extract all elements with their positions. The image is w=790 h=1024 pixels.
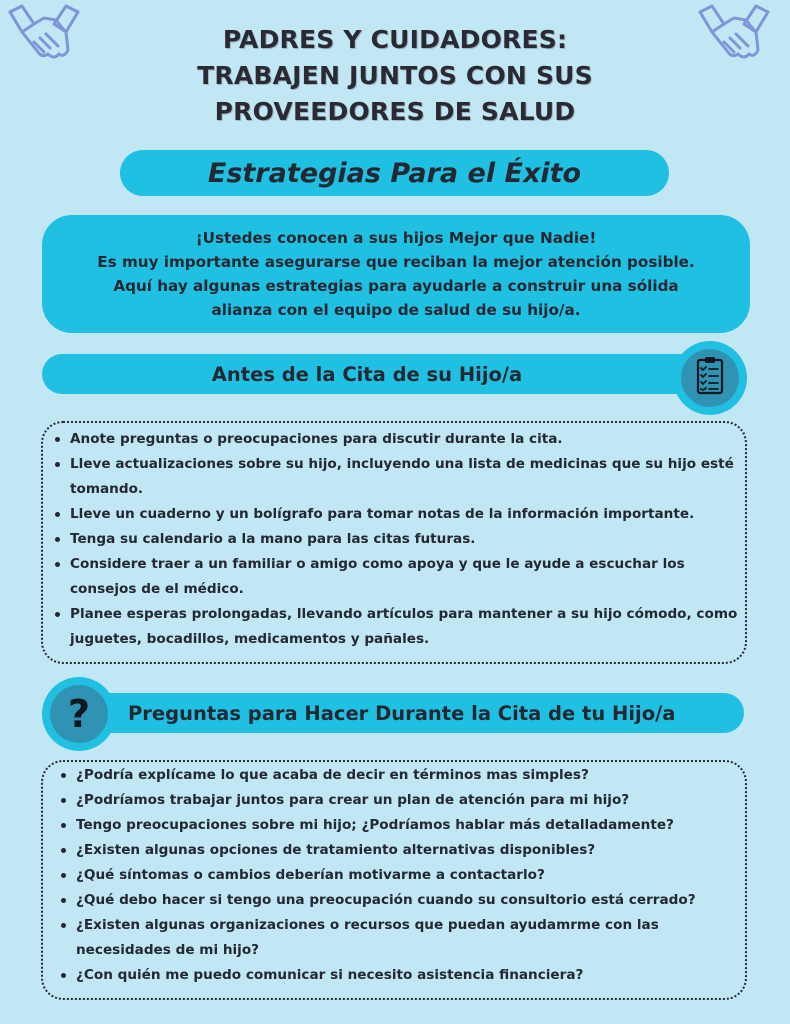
list-item: ¿Existen algunas organizaciones o recursos que puedan ayudamrme con las necesidades de mi hijo? <box>58 913 742 963</box>
questions-list <box>58 763 742 988</box>
before-appointment-list <box>52 427 742 652</box>
list-item: ¿Podríamos trabajar juntos para crear un plan de atención para mi hijo? <box>58 788 742 813</box>
list-item: Tengo preocupaciones sobre mi hijo; ¿Podríamos hablar más detalladamente? <box>58 813 742 838</box>
list-item: ¿Con quién me puedo comunicar si necesito asistencia financiera? <box>58 963 742 988</box>
subtitle-banner <box>120 150 669 196</box>
title-line-2: TRABAJEN JUNTOS CON SUS <box>197 61 593 90</box>
list-item: Tenga su calendario a la mano para las citas futuras. <box>52 527 742 552</box>
list-item: ¿Existen algunas opciones de tratamiento alternativas disponibles? <box>58 838 742 863</box>
intro-line-3: Aquí hay algunas estrategias para ayudarle a construir una sólida <box>113 277 679 295</box>
list-item: Lleve actualizaciones sobre su hijo, incluyendo una lista de medicinas que su hijo esté tomando. <box>52 452 742 502</box>
list-item: Anote preguntas o preocupaciones para discutir durante la cita. <box>52 427 742 452</box>
list-item: Lleve un cuaderno y un bolígrafo para tomar notas de la información importante. <box>52 502 742 527</box>
section-heading-before-text: Antes de la Cita de su Hijo/a <box>211 362 523 386</box>
section-heading-questions <box>52 693 744 733</box>
handshake-icon <box>694 2 774 78</box>
list-item: Considere traer a un familiar o amigo como apoya y que le ayude a escuchar los consejos de el médico. <box>52 552 742 602</box>
list-item: ¿Qué síntomas o cambios deberían motivarme a contactarlo? <box>58 863 742 888</box>
question-mark-glyph: ? <box>50 685 108 743</box>
title-line-3: PROVEEDORES DE SALUD <box>214 97 576 126</box>
clipboard-checklist-icon <box>673 341 747 415</box>
question-mark-icon <box>42 677 116 751</box>
section-heading-before <box>42 354 712 394</box>
intro-box <box>42 215 750 333</box>
page-title <box>120 22 670 130</box>
intro-line-4: alianza con el equipo de salud de su hijo/a. <box>211 301 581 319</box>
subtitle-text: Estrategias Para el Éxito <box>207 157 582 189</box>
section-heading-questions-text: Preguntas para Hacer Durante la Cita de tu Hijo/a <box>128 701 676 725</box>
intro-line-1: ¡Ustedes conocen a sus hijos Mejor que Nadie! <box>195 229 597 247</box>
title-line-1: PADRES Y CUIDADORES: <box>222 25 568 54</box>
intro-line-2: Es muy importante asegurarse que reciban la mejor atención posible. <box>97 253 695 271</box>
list-item: Planee esperas prolongadas, llevando artículos para mantener a su hijo cómodo, como juguetes, bocadillos, medicamentos y pañales. <box>52 602 742 652</box>
handshake-icon <box>4 2 84 78</box>
list-item: ¿Qué debo hacer si tengo una preocupación cuando su consultorio está cerrado? <box>58 888 742 913</box>
list-item: ¿Podría explícame lo que acaba de decir en términos mas simples? <box>58 763 742 788</box>
